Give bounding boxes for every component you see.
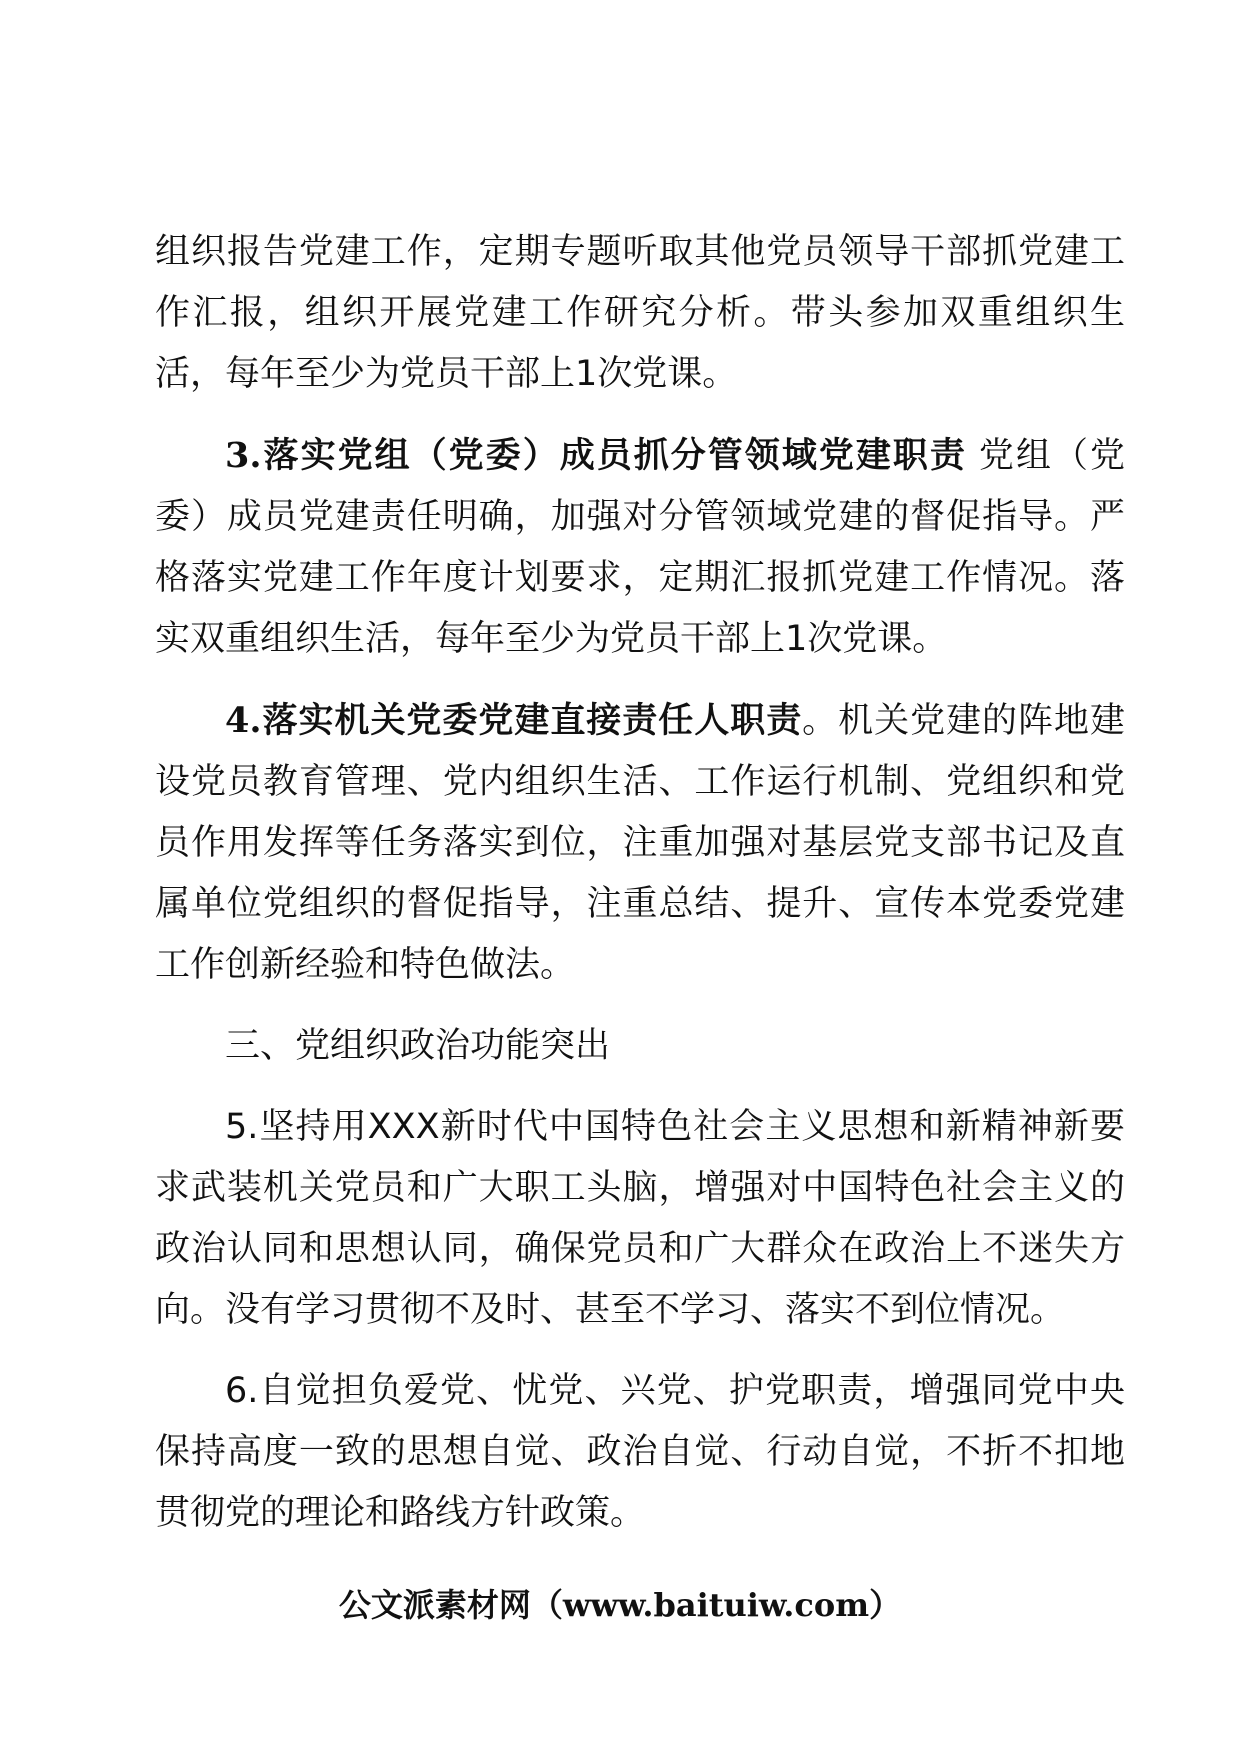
item-6-text: 6.自觉担负爱党、忧党、兴党、护党职责，增强同党中央保持高度一致的思想自觉、政治自觉、行动自觉，不折不扣地贯彻党的理论和路线方针政策。 (155, 1371, 1125, 1533)
section-heading-text: 三、党组织政治功能突出 (225, 1026, 611, 1066)
paragraph-text: 组织报告党建工作，定期专题听取其他党员领导干部抓党建工作汇报，组织开展党建工作研究分析。带头参加双重组织生活，每年至少为党员干部上1次党课。 (155, 232, 1125, 394)
paragraph-item-5 (155, 1097, 1125, 1341)
paragraph-continued (155, 222, 1125, 405)
item-4-heading: 4.落实机关党委党建直接责任人职责 (225, 700, 803, 741)
document-body (155, 222, 1125, 1564)
item-5-text: 5.坚持用XXX新时代中国特色社会主义思想和新精神新要求武装机关党员和广大职工头脑，增强对中国特色社会主义的政治认同和思想认同，确保党员和广大群众在政治上不迷失方向。没有学习贯彻不及时、甚至不学习、落实不到位情况。 (155, 1107, 1125, 1330)
footer-text: 公文派素材网（www.baituiw.com） (338, 1586, 902, 1624)
paragraph-item-3 (155, 425, 1125, 670)
paragraph-item-6 (155, 1361, 1125, 1544)
paragraph-item-4 (155, 690, 1125, 996)
item-3-text: 党组（党委）成员党建责任明确，加强对分管领域党建的督促指导。严格落实党建工作年度计划要求，定期汇报抓党建工作情况。落实双重组织生活，每年至少为党员干部上1次党课。 (155, 436, 1125, 659)
footer-watermark (0, 1582, 1240, 1628)
item-3-heading: 3.落实党组（党委）成员抓分管领域党建职责 (225, 435, 967, 476)
section-heading (155, 1016, 1125, 1077)
item-4-text: 。机关党建的阵地建设党员教育管理、党内组织生活、工作运行机制、党组织和党员作用发挥等任务落实到位，注重加强对基层党支部书记及直属单位党组织的督促指导，注重总结、提升、宣传本党委党建工作创新经验和特色做法。 (155, 701, 1125, 985)
